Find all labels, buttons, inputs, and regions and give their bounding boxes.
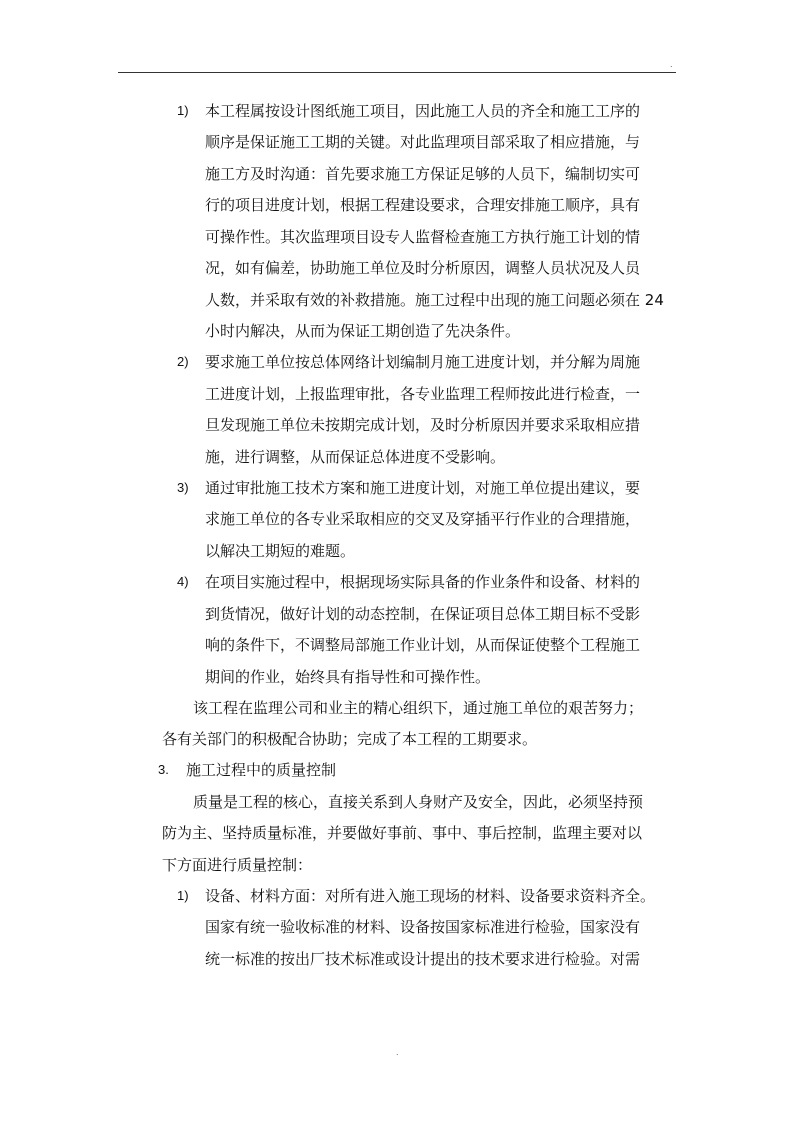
paragraph-line: 在项目实施过程中，根据现场实际具备的作业条件和设备、材料的	[205, 573, 641, 591]
paragraph-line: 施，进行调整，从而保证总体进度不受影响。	[205, 448, 506, 466]
paragraph-line: 要求施工单位按总体网络计划编制月施工进度计划，并分解为周施	[205, 353, 641, 371]
paragraph-line: 到货情况，做好计划的动态控制，在保证项目总体工期目标不受影	[205, 605, 641, 623]
item-number: 1)	[177, 103, 189, 118]
paragraph-line: 响的条件下，不调整局部施工作业计划，从而保证使整个工程施工	[205, 636, 641, 654]
paragraph-line: 下方面进行质量控制：	[162, 856, 313, 874]
paragraph-line: 行的项目进度计划，根据工程建设要求，合理安排施工顺序，具有	[205, 196, 641, 214]
section-number: 3.	[158, 762, 169, 777]
paragraph-line: 工进度计划，上报监理审批，各专业监理工程师按此进行检查，一	[205, 385, 641, 403]
paragraph-line: 以解决工期短的难题。	[205, 542, 356, 560]
paragraph-line: 期间的作业，始终具有指导性和可操作性。	[205, 668, 491, 686]
paragraph-line: 本工程属按设计图纸施工项目，因此施工人员的齐全和施工工序的	[205, 102, 641, 120]
paragraph-line: 质量是工程的核心，直接关系到人身财产及安全，因此，必须坚持预	[193, 793, 644, 811]
paragraph-line: 人数，并采取有效的补救措施。施工过程中出现的施工问题必须在 24	[205, 291, 664, 309]
item-number: 3)	[177, 480, 189, 495]
section-heading: 施工过程中的质量控制	[186, 761, 337, 779]
summary-line: 各有关部门的积极配合协助；完成了本工程的工期要求。	[162, 730, 538, 748]
item-number: 1)	[177, 888, 189, 903]
paragraph-line: 设备、材料方面：对所有进入施工现场的材料、设备要求资料齐全。	[205, 887, 656, 905]
paragraph-line: 施工方及时沟通：首先要求施工方保证足够的人员下，编制切实可	[205, 165, 641, 183]
footer-mark: .	[396, 1048, 399, 1057]
paragraph-line: 求施工单位的各专业采取相应的交叉及穿插平行作业的合理措施，	[205, 510, 641, 528]
paragraph-line: 可操作性。其次监理项目设专人监督检查施工方执行施工计划的情	[205, 228, 641, 246]
item-number: 4)	[177, 574, 189, 589]
header-rule	[118, 72, 676, 73]
paragraph-line: 通过审批施工技术方案和施工进度计划，对施工单位提出建议，要	[205, 479, 641, 497]
paragraph-line: 旦发现施工单位未按期完成计划，及时分析原因并要求采取相应措	[205, 416, 641, 434]
header-mark: .	[670, 60, 673, 69]
paragraph-line: 小时内解决，从而为保证工期创造了先决条件。	[205, 322, 521, 340]
paragraph-line: 统一标准的按出厂技术标准或设计提出的技术要求进行检验。对需	[205, 950, 641, 968]
paragraph-line: 国家有统一验收标准的材料、设备按国家标准进行检验，国家没有	[205, 918, 641, 936]
paragraph-line: 况，如有偏差，协助施工单位及时分析原因，调整人员状况及人员	[205, 259, 641, 277]
item-number: 2)	[177, 354, 189, 369]
summary-line: 该工程在监理公司和业主的精心组织下，通过施工单位的艰苦努力；	[193, 699, 644, 717]
paragraph-line: 防为主、坚持质量标准，并要做好事前、事中、事后控制，监理主要对以	[162, 824, 643, 842]
paragraph-line: 顺序是保证施工工期的关键。对此监理项目部采取了相应措施，与	[205, 133, 641, 151]
